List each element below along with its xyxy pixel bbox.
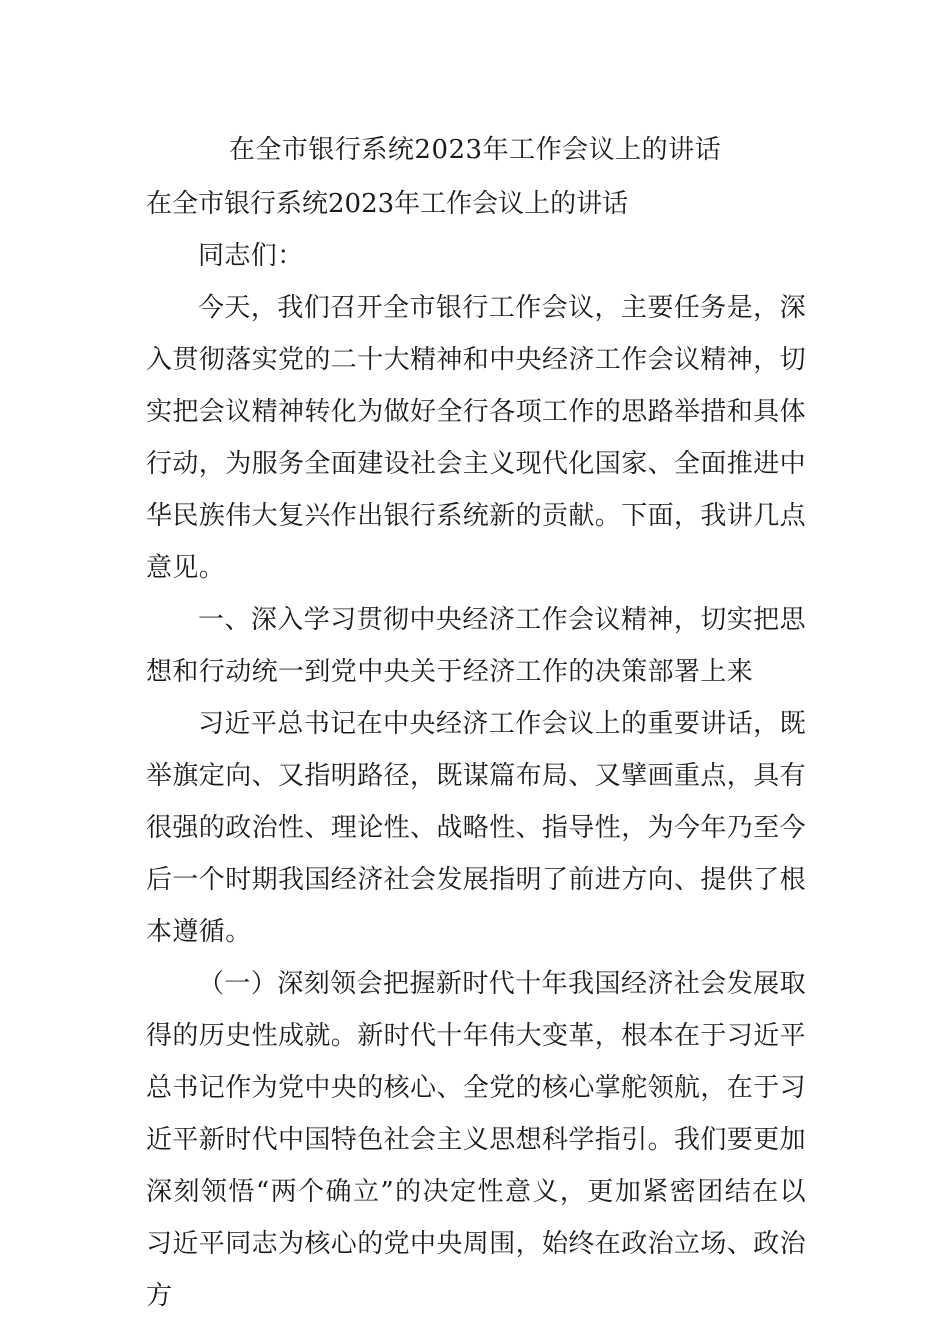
section-heading-1: 一、深入学习贯彻中央经济工作会议精神，切实把思想和行动统一到党中央关于经济工作的决策部署上来 <box>146 605 806 687</box>
paragraph-speech-significance: 习近平总书记在中央经济工作会议上的重要讲话，既举旗定向、又指明路径，既谋篇布局、又擘画重点，具有很强的政治性、理论性、战略性、指导性，为今年乃至今后一个时期我国经济社会发展指明了前进方向、提供了根本遵循。 <box>146 709 807 947</box>
paragraph-intro: 今天，我们召开全市银行工作会议，主要任务是，深入贯彻落实党的二十大精神和中央经济工作会议精神，切实把会议精神转化为做好全行各项工作的思路举措和具体行动，为服务全面建设社会主义现代化国家、全面推进中华民族伟大复兴作出银行系统新的贡献。下面，我讲几点意见。 <box>146 293 807 583</box>
salutation: 同志们： <box>198 241 304 271</box>
document-body <box>146 178 806 1322</box>
subsection-1: （一）深刻领会把握新时代十年我国经济社会发展取得的历史性成就。新时代十年伟大变革，根本在于习近平总书记作为党中央的核心、全党的核心掌舵领航，在于习近平新时代中国特色社会主义思想科学指引。我们要更加深刻领悟“两个确立”的决定性意义，更加紧密团结在以习近平同志为核心的党中央周围，始终在政治立场、政治方 <box>146 969 807 1311</box>
document-title: 在全市银行系统2023年工作会议上的讲话 <box>228 135 722 165</box>
document-subtitle: 在全市银行系统2023年工作会议上的讲话 <box>146 189 629 219</box>
